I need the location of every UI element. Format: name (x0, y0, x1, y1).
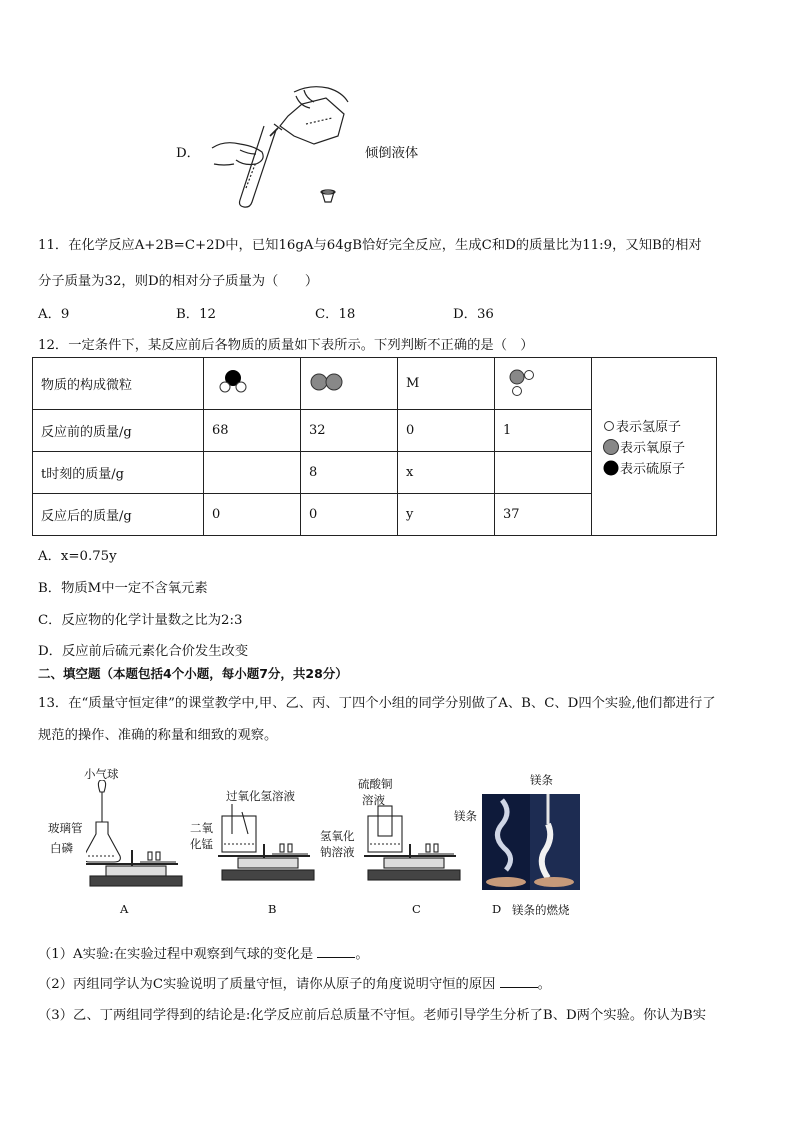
q11-stem-line1: 11．在化学反应A+2B=C+2D中，已知16gA与64gB恰好完全反应，生成C和D的质量比为11:9，又知B的相对 (38, 238, 702, 253)
oxygen-atom-icon (602, 438, 620, 456)
label-c: C (412, 902, 421, 916)
q13-sub2: （2）丙组同学认为C实验说明了质量守恒，请你从原子的角度说明守恒的原因 。 (38, 977, 551, 992)
label-mg-top: 镁条 (530, 773, 553, 787)
label-cuso4-1: 硫酸铜 (358, 777, 393, 791)
label-h2o2: 过氧化氢溶液 (226, 789, 295, 803)
q13-stem-line1: 13．在“质量守恒定律”的课堂教学中,甲、乙、丙、丁四个小组的同学分别做了A、B、C、D四个实验,他们都进行了 (38, 696, 716, 711)
table-cell: 1 (495, 410, 592, 452)
table-cell: 0 (398, 410, 495, 452)
balance-b-illustration (218, 804, 318, 892)
table-cell: 37 (495, 494, 592, 536)
o2-molecule-icon (309, 370, 349, 394)
table-cell (495, 452, 592, 494)
label-mno2-1: 二氧 (190, 821, 213, 835)
label-mg-left: 镁条 (454, 809, 477, 823)
table-cell: 32 (301, 410, 398, 452)
molecule-h2s-cell (204, 358, 301, 410)
legend-hydrogen: 表示氢原子 (602, 415, 716, 436)
table-cell (204, 452, 301, 494)
table-cell: y (398, 494, 495, 536)
q12-option-a: A．x=0.75y (38, 549, 117, 564)
table-cell: 0 (204, 494, 301, 536)
q11-option-c: C．18 (315, 307, 356, 322)
legend-cell (592, 358, 717, 536)
row-label: 反应后的质量/g (33, 494, 204, 536)
label-a: A (120, 902, 129, 916)
q12-stem: 12．一定条件下，某反应前后各物质的质量如下表所示。下列判断不正确的是（ ） (38, 338, 534, 353)
label-naoh-1: 氢氧化 (320, 829, 355, 843)
q12-option-d: D．反应前后硫元素化合价发生改变 (38, 644, 249, 659)
q11-stem-line2: 分子质量为32，则D的相对分子质量为（ ） (38, 274, 319, 289)
atom-legend (602, 415, 716, 478)
q13-sub3: （3）乙、丁两组同学得到的结论是:化学反应前后总质量不守恒。老师引导学生分析了B、D两个实验。你认为B实 (38, 1008, 707, 1023)
answer-blank-1[interactable] (317, 945, 355, 958)
q11-option-b: B．12 (176, 307, 216, 322)
q13-sub1: （1）A实验:在实验过程中观察到气球的变化是 。 (38, 947, 369, 962)
caption-mg-burning: 镁条的燃烧 (512, 903, 570, 917)
q11-option-d: D．36 (453, 307, 494, 322)
legend-oxygen: 表示氧原子 (602, 436, 716, 457)
table-cell: 0 (301, 494, 398, 536)
label-cuso4-2: 溶液 (362, 793, 385, 807)
label-balloon: 小气球 (84, 767, 119, 781)
label-white-phosphorus: 白磷 (50, 841, 73, 855)
table-cell: 68 (204, 410, 301, 452)
table-cell: 8 (301, 452, 398, 494)
molecule-m-cell: M (398, 358, 495, 410)
molecule-o2-cell (301, 358, 398, 410)
q13-stem-line2: 规范的操作、准确的称量和细致的观察。 (38, 728, 278, 743)
legend-sulfur: 表示硫原子 (602, 457, 716, 478)
answer-blank-2[interactable] (500, 975, 538, 988)
label-glass-tube: 玻璃管 (48, 821, 83, 835)
pouring-liquid-illustration (210, 84, 355, 209)
magnesium-burning-photo (482, 794, 580, 890)
row-label: 反应前的质量/g (33, 410, 204, 452)
h2s-molecule-icon (212, 367, 252, 397)
label-naoh-2: 钠溶液 (320, 845, 355, 859)
row-label: t时刻的质量/g (33, 452, 204, 494)
table-cell: x (398, 452, 495, 494)
molecule-h2o-cell (495, 358, 592, 410)
table-header-label: 物质的构成微粒 (33, 358, 204, 410)
balance-c-illustration (364, 804, 464, 892)
q12-option-b: B．物质M中一定不含氧元素 (38, 581, 208, 596)
q11-option-a: A．9 (38, 307, 70, 322)
section-heading: 二、填空题（本题包括4个小题，每小题7分，共28分） (38, 666, 348, 681)
q10-option-d-letter: D． (176, 146, 200, 161)
q10-option-d-caption: 倾倒液体 (365, 146, 419, 161)
label-d: D (492, 902, 502, 916)
mass-table (32, 357, 717, 536)
label-mno2-2: 化锰 (190, 837, 213, 851)
q12-option-c: C．反应物的化学计量数之比为2:3 (38, 613, 243, 628)
experiment-figure (40, 760, 600, 920)
h2o-molecule-icon (503, 365, 543, 399)
hydrogen-atom-icon (602, 419, 616, 433)
label-b: B (268, 902, 277, 916)
sulfur-atom-icon (602, 459, 620, 477)
balance-a-illustration (86, 780, 186, 892)
